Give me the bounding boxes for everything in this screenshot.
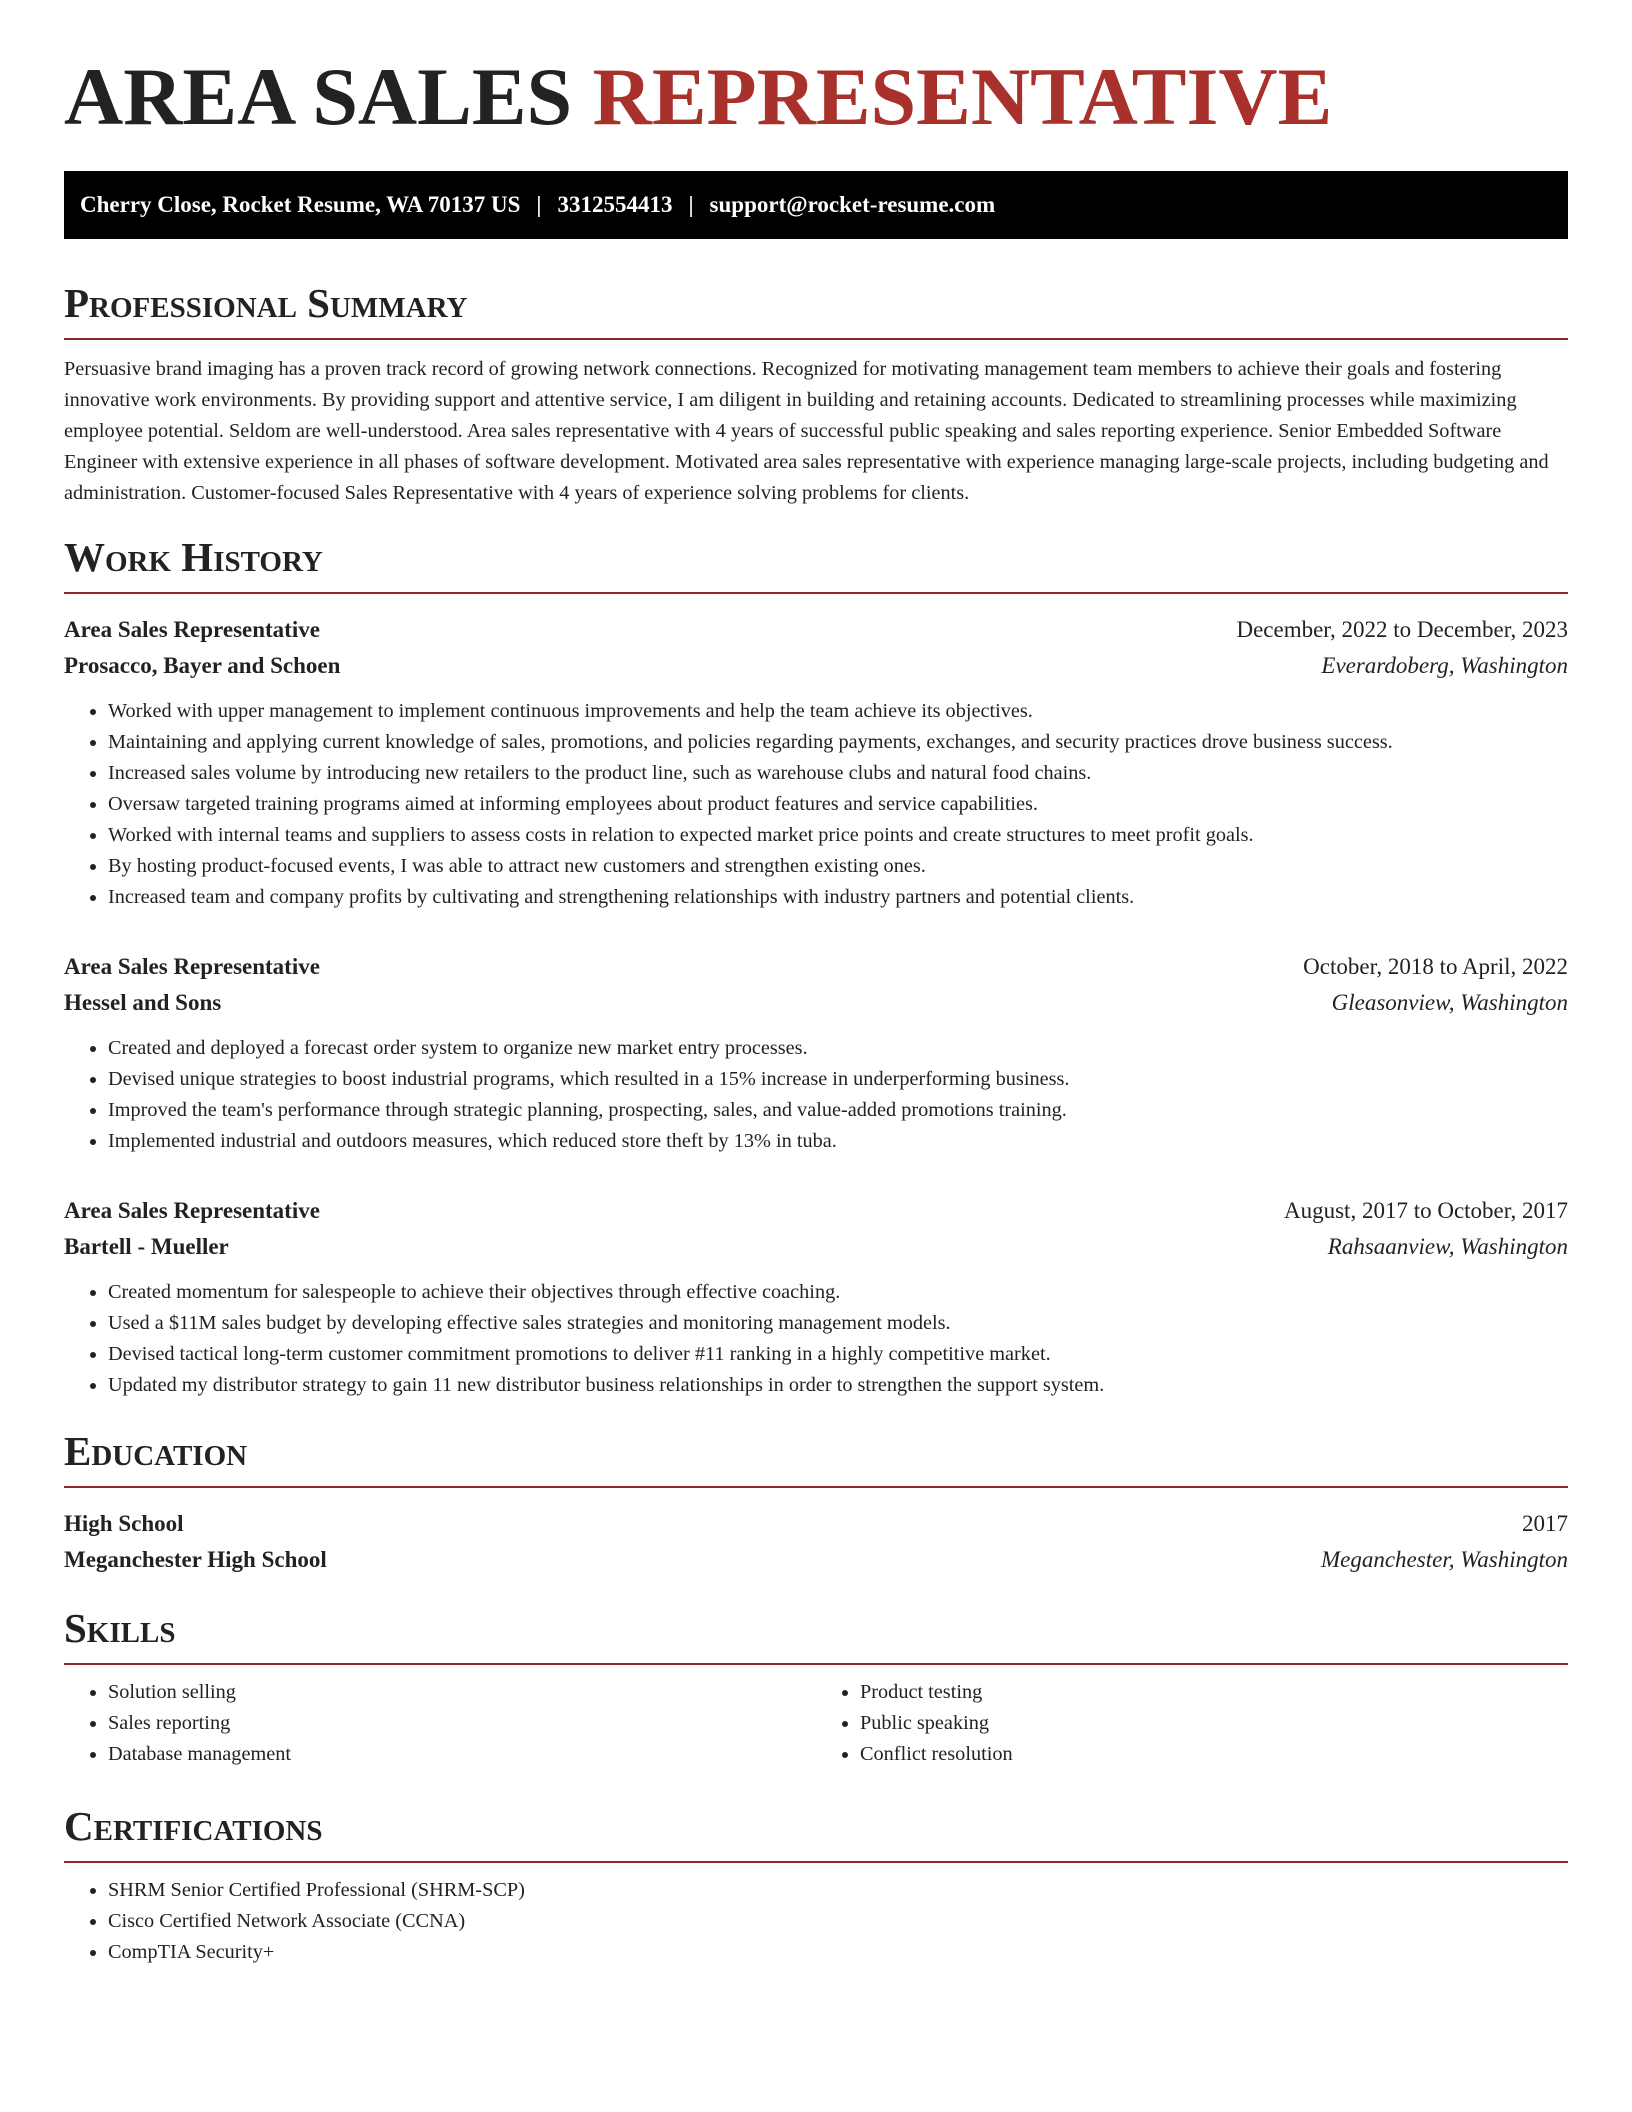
resume-title bbox=[64, 0, 1568, 142]
list-item: • Devised unique strategies to boost industrial programs, which resulted in a 15% increase in underperforming business. bbox=[108, 1064, 1568, 1095]
skills-section bbox=[64, 1605, 1568, 1770]
education-school: Meganchester High School bbox=[64, 1547, 327, 1572]
job-title-row bbox=[64, 612, 1568, 648]
list-item: • SHRM Senior Certified Professional (SHRM-SCP) bbox=[108, 1875, 1568, 1906]
list-item: • Worked with internal teams and suppliers to assess costs in relation to expected market price points and create structures to meet profit goals. bbox=[108, 820, 1568, 851]
list-item: • Improved the team's performance through strategic planning, prospecting, sales, and value-added promotions training. bbox=[108, 1095, 1568, 1126]
list-item: • Sales reporting bbox=[108, 1708, 816, 1739]
contact-separator: | bbox=[688, 192, 694, 217]
education-school-row bbox=[64, 1542, 1568, 1578]
contact-bar bbox=[64, 171, 1568, 239]
job-entry bbox=[64, 612, 1568, 913]
work-history-heading: Work History bbox=[64, 537, 1568, 594]
list-item: • Implemented industrial and outdoors measures, which reduced store theft by 13% in tuba. bbox=[108, 1126, 1568, 1157]
list-item: • Worked with upper management to implement continuous improvements and help the team achieve its objectives. bbox=[108, 696, 1568, 727]
summary-text: Persuasive brand imaging has a proven track record of growing network connections. Recognized for motivating management team members to achieve their goals and fostering innovative work environments. By providing support and attentive service, I am diligent in building and retaining accounts. Dedicated to streamlining processes while maximizing employee potential. Seldom are well-understood. Area sales representative with 4 years of successful public speaking and sales reporting experience. Senior Embedded Software Engineer with extensive experience in all phases of software development. Motivated area sales representative with experience managing large-scale projects, including budgeting and administration. Customer-focused Sales Representative with 4 years of experience solving problems for clients. bbox=[64, 358, 1549, 504]
title-part-1: AREA SALES bbox=[64, 51, 573, 142]
list-item: • Solution selling bbox=[108, 1677, 816, 1708]
job-company: Hessel and Sons bbox=[64, 990, 222, 1015]
list-item: • Devised tactical long-term customer commitment promotions to deliver #11 ranking in a highly competitive market. bbox=[108, 1339, 1568, 1370]
work-history-section bbox=[64, 534, 1568, 1401]
job-bullets bbox=[64, 1033, 1568, 1157]
contact-address: Cherry Close, Rocket Resume, WA 70137 US bbox=[80, 192, 521, 217]
education-heading: Education bbox=[64, 1431, 1568, 1488]
list-item: • Oversaw targeted training programs aimed at informing employees about product features and service capabilities. bbox=[108, 789, 1568, 820]
job-dates: October, 2018 to April, 2022 bbox=[1303, 954, 1568, 979]
job-title-row bbox=[64, 949, 1568, 985]
skills-list bbox=[64, 1677, 1568, 1770]
job-company-row bbox=[64, 1229, 1568, 1265]
title-part-2: REPRESENTATIVE bbox=[592, 51, 1333, 142]
list-item: • By hosting product-focused events, I was able to attract new customers and strengthen existing ones. bbox=[108, 851, 1568, 882]
job-location: Rahsaanview, Washington bbox=[1327, 1234, 1568, 1259]
contact-phone: 3312554413 bbox=[557, 192, 673, 217]
job-title: Area Sales Representative bbox=[64, 617, 320, 642]
list-item: • Created momentum for salespeople to achieve their objectives through effective coaching. bbox=[108, 1277, 1568, 1308]
list-item: • Public speaking bbox=[860, 1708, 1568, 1739]
job-dates: August, 2017 to October, 2017 bbox=[1284, 1198, 1568, 1223]
summary-heading: Professional Summary bbox=[64, 283, 1568, 340]
job-title: Area Sales Representative bbox=[64, 1198, 320, 1223]
list-item: • Used a $11M sales budget by developing effective sales strategies and monitoring management models. bbox=[108, 1308, 1568, 1339]
job-company: Bartell - Mueller bbox=[64, 1234, 229, 1259]
education-location: Meganchester, Washington bbox=[1320, 1547, 1568, 1572]
list-item: • Conflict resolution bbox=[860, 1739, 1568, 1770]
job-bullets bbox=[64, 1277, 1568, 1401]
list-item: • Database management bbox=[108, 1739, 816, 1770]
skills-column-left bbox=[64, 1677, 816, 1770]
certifications-list bbox=[64, 1875, 1568, 1968]
list-item: • Cisco Certified Network Associate (CCNA) bbox=[108, 1906, 1568, 1937]
job-company: Prosacco, Bayer and Schoen bbox=[64, 653, 341, 678]
list-item: • Created and deployed a forecast order system to organize new market entry processes. bbox=[108, 1033, 1568, 1064]
job-entry bbox=[64, 949, 1568, 1157]
skills-heading: Skills bbox=[64, 1608, 1568, 1665]
education-section bbox=[64, 1428, 1568, 1578]
list-item: • Increased team and company profits by cultivating and strengthening relationships with industry partners and potential clients. bbox=[108, 882, 1568, 913]
contact-email: support@rocket-resume.com bbox=[709, 192, 996, 217]
job-dates: December, 2022 to December, 2023 bbox=[1236, 617, 1568, 642]
job-company-row bbox=[64, 985, 1568, 1021]
list-item: • Updated my distributor strategy to gain 11 new distributor business relationships in order to strengthen the support system. bbox=[108, 1370, 1568, 1401]
job-company-row bbox=[64, 648, 1568, 684]
job-bullets bbox=[64, 696, 1568, 913]
contact-separator: | bbox=[536, 192, 542, 217]
job-location: Everardoberg, Washington bbox=[1321, 653, 1568, 678]
job-entry bbox=[64, 1193, 1568, 1401]
education-entry bbox=[64, 1506, 1568, 1578]
education-degree: High School bbox=[64, 1511, 184, 1536]
job-title-row bbox=[64, 1193, 1568, 1229]
list-item: • Product testing bbox=[860, 1677, 1568, 1708]
summary-section bbox=[64, 280, 1568, 509]
list-item: • Increased sales volume by introducing new retailers to the product line, such as warehouse clubs and natural food chains. bbox=[108, 758, 1568, 789]
list-item: • Maintaining and applying current knowledge of sales, promotions, and policies regarding payments, exchanges, and security practices drove business success. bbox=[108, 727, 1568, 758]
list-item: • CompTIA Security+ bbox=[108, 1937, 1568, 1968]
skills-column-right bbox=[816, 1677, 1568, 1770]
certifications-section bbox=[64, 1803, 1568, 1968]
job-title: Area Sales Representative bbox=[64, 954, 320, 979]
certifications-heading: Certifications bbox=[64, 1806, 1568, 1863]
education-degree-row bbox=[64, 1506, 1568, 1542]
job-location: Gleasonview, Washington bbox=[1331, 990, 1568, 1015]
education-year: 2017 bbox=[1522, 1511, 1568, 1536]
